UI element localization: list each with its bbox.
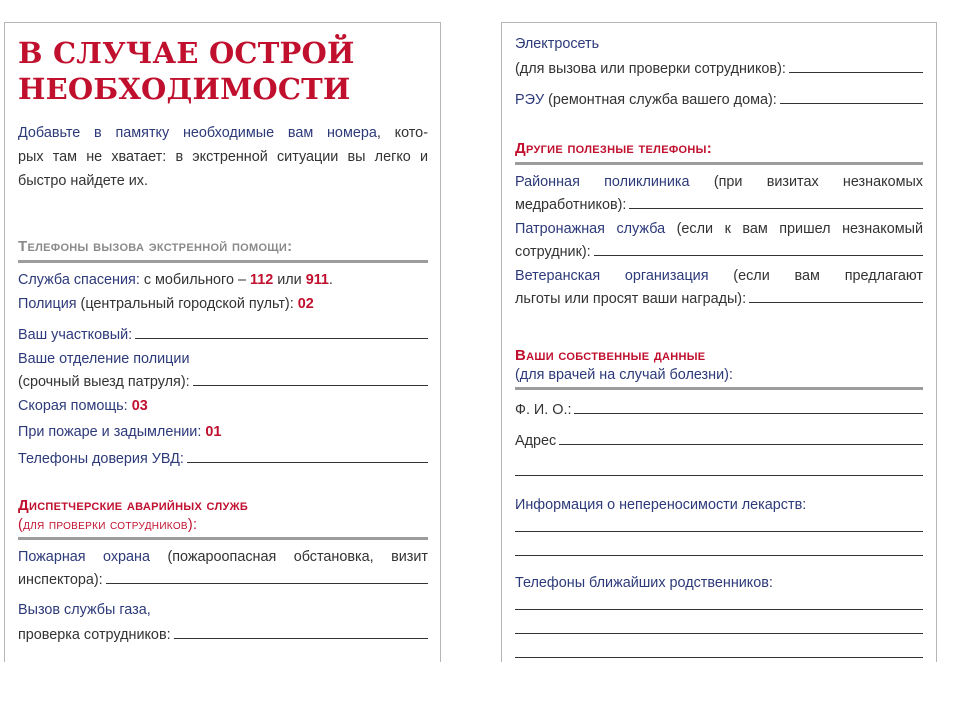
dept-row bbox=[18, 348, 428, 370]
relatives-field-2[interactable] bbox=[515, 632, 923, 634]
firewatch-text: (пожароопасная обстановка, визит bbox=[150, 549, 428, 565]
address-row bbox=[515, 429, 923, 452]
emergency-heading: Телефоны вызова экстренной помощи: bbox=[18, 238, 293, 255]
patron-label: Патронажная служба bbox=[515, 221, 666, 237]
firewatch-field[interactable] bbox=[106, 568, 428, 584]
title-line-1: В СЛУЧАЕ ОСТРОЙ bbox=[18, 36, 355, 70]
precinct-label: Ваш участковый: bbox=[18, 327, 133, 343]
clinic-row-2 bbox=[515, 193, 923, 216]
precinct-row bbox=[18, 323, 428, 346]
gas-row bbox=[18, 599, 428, 621]
emergency-rule bbox=[18, 260, 428, 263]
dept-label: Ваше отделение полиции bbox=[18, 351, 190, 367]
other-heading: Другие полезные телефоны: bbox=[515, 140, 712, 157]
trust-row bbox=[18, 447, 428, 470]
clinic-text: (при визитах незнакомых bbox=[689, 174, 924, 190]
intro-text-2: рых там не хватает: в экстренной ситуации вы легко и bbox=[18, 149, 428, 165]
intolerance-row bbox=[515, 494, 923, 516]
police-row bbox=[18, 293, 428, 315]
fire-row bbox=[18, 421, 428, 443]
veteran-row bbox=[515, 265, 923, 287]
intolerance-field-2[interactable] bbox=[515, 554, 923, 556]
precinct-field[interactable] bbox=[135, 323, 428, 339]
firewatch-sub-label: инспектора): bbox=[18, 572, 103, 588]
title-line-2: НЕОБХОДИМОСТИ bbox=[18, 72, 351, 106]
own-subheading: (для врачей на случай болезни): bbox=[515, 367, 733, 383]
patron-text: (если к вам пришел незнакомый bbox=[665, 221, 923, 237]
dispatch-rule bbox=[18, 537, 428, 540]
veteran-label: Ветеранская организация bbox=[515, 268, 709, 284]
police-number: 02 bbox=[297, 296, 314, 312]
veteran-field[interactable] bbox=[749, 287, 923, 303]
patron-row-2 bbox=[515, 240, 923, 263]
fio-row bbox=[515, 398, 923, 421]
power-row bbox=[515, 33, 923, 55]
intolerance-field-1[interactable] bbox=[515, 530, 923, 532]
relatives-field-3[interactable] bbox=[515, 656, 923, 658]
rescue-number-911: 911 bbox=[305, 272, 329, 288]
reu-row bbox=[515, 88, 923, 111]
gas-label: Вызов службы газа, bbox=[18, 602, 151, 618]
reu-label: РЭУ bbox=[515, 92, 545, 108]
gas-row-2 bbox=[18, 623, 428, 646]
dept-sub-label: (срочный выезд патруля): bbox=[18, 374, 190, 390]
intro-text-3: быстро найдете их. bbox=[18, 173, 148, 189]
dispatch-heading: Диспетчерские аварийных служб bbox=[18, 497, 249, 514]
ambulance-number: 03 bbox=[131, 398, 148, 414]
fire-label: При пожаре и задымлении: bbox=[18, 424, 202, 440]
intro-highlight: Добавьте в памятку необходимые вам номера bbox=[18, 125, 377, 141]
trust-field[interactable] bbox=[187, 447, 428, 463]
page-title bbox=[18, 35, 428, 107]
relatives-label: Телефоны ближайших родственников: bbox=[515, 575, 773, 591]
veteran-text: (если вам предлагают bbox=[708, 268, 923, 284]
trust-label: Телефоны доверия УВД: bbox=[18, 451, 184, 467]
reu-field[interactable] bbox=[780, 88, 923, 104]
gas-field[interactable] bbox=[174, 623, 428, 639]
fio-label: Ф. И. О.: bbox=[515, 402, 572, 418]
clinic-sub-label: медработников): bbox=[515, 197, 627, 213]
intro-text-1: , кото- bbox=[376, 125, 428, 141]
rescue-or: или bbox=[273, 272, 306, 288]
ambulance-label: Скорая помощь: bbox=[18, 398, 128, 414]
clinic-label: Районная поликлиника bbox=[515, 174, 690, 190]
patron-sub-label: сотрудник): bbox=[515, 244, 591, 260]
veteran-row-2 bbox=[515, 287, 923, 310]
other-rule bbox=[515, 162, 923, 165]
patron-field[interactable] bbox=[594, 240, 923, 256]
firewatch-label: Пожарная охрана bbox=[18, 549, 151, 565]
address-label: Адрес bbox=[515, 433, 557, 449]
power-sub-label: (для вызова или проверки сотрудников): bbox=[515, 61, 786, 77]
power-sub-row bbox=[515, 57, 923, 80]
fire-number: 01 bbox=[205, 424, 222, 440]
rescue-number-112: 112 bbox=[249, 272, 274, 288]
rescue-label: Служба спасения: bbox=[18, 272, 140, 288]
dispatch-subheading: (для проверки сотрудников): bbox=[18, 517, 198, 533]
fio-field[interactable] bbox=[574, 398, 923, 414]
power-label: Электросеть bbox=[515, 36, 600, 52]
firewatch-row bbox=[18, 546, 428, 568]
address-field[interactable] bbox=[559, 429, 923, 445]
own-rule bbox=[515, 387, 923, 390]
own-heading: Ваши собственные данные bbox=[515, 347, 706, 364]
gas-sub-label: проверка сотрудников: bbox=[18, 627, 171, 643]
patron-row bbox=[515, 218, 923, 240]
left-page bbox=[4, 22, 441, 662]
rescue-text: с мобильного – bbox=[139, 272, 250, 288]
firewatch-row-2 bbox=[18, 568, 428, 591]
clinic-field[interactable] bbox=[629, 193, 923, 209]
power-field[interactable] bbox=[789, 57, 923, 73]
rescue-dot: . bbox=[328, 272, 333, 288]
intolerance-label: Информация о непереносимости лекарств: bbox=[515, 497, 807, 513]
relatives-row bbox=[515, 572, 923, 594]
ambulance-row bbox=[18, 395, 428, 417]
right-page bbox=[501, 22, 937, 662]
clinic-row bbox=[515, 171, 923, 193]
police-text: (центральный городской пульт): bbox=[76, 296, 298, 312]
relatives-field-1[interactable] bbox=[515, 608, 923, 610]
dept-sub-row bbox=[18, 370, 428, 393]
rescue-row bbox=[18, 269, 428, 291]
veteran-sub-label: льготы или просят ваши награды): bbox=[515, 291, 747, 307]
reu-text: (ремонтная служба вашего дома): bbox=[544, 92, 777, 108]
address-field-2[interactable] bbox=[515, 474, 923, 476]
dept-field[interactable] bbox=[193, 370, 428, 386]
intro-paragraph bbox=[18, 121, 428, 193]
police-label: Полиция bbox=[18, 296, 77, 312]
